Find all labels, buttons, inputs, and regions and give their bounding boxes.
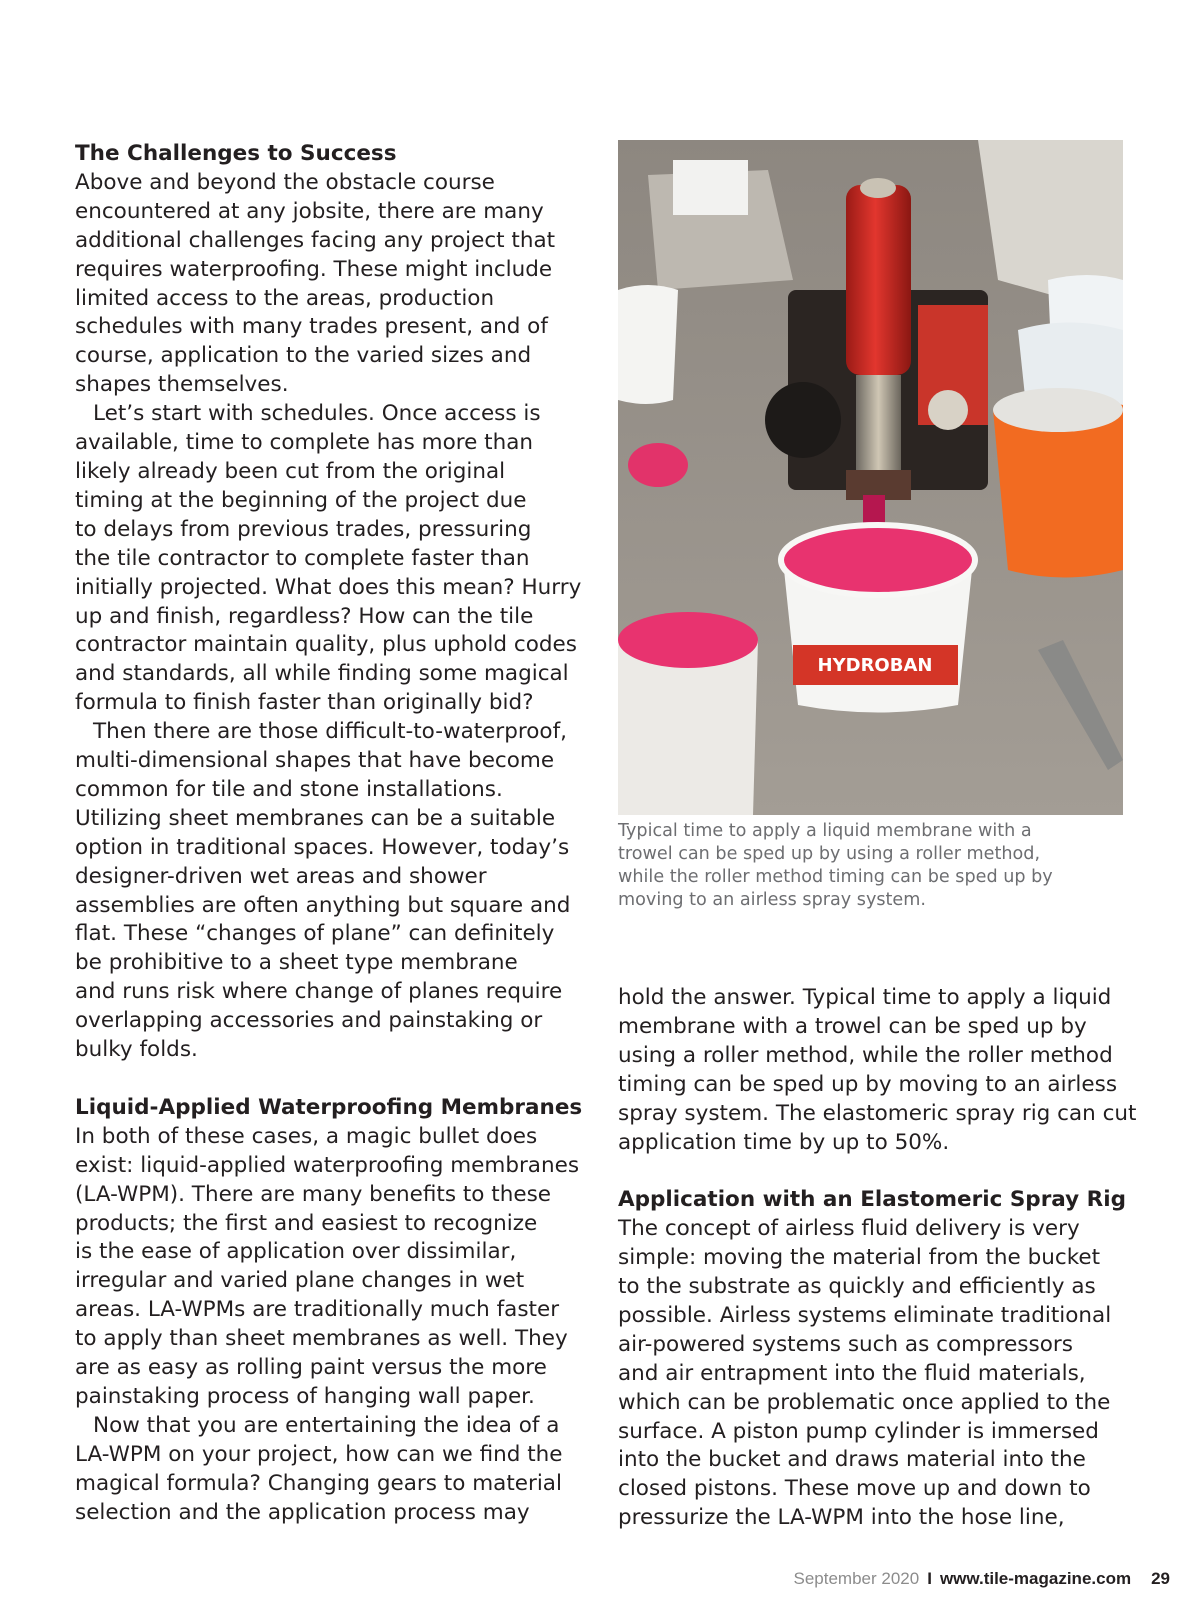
- text-line: Then there are those difficult-to-waterproof,: [93, 719, 567, 745]
- text-line: products; the first and easiest to recognize: [75, 1210, 538, 1236]
- text-line: to apply than sheet membranes as well. They: [75, 1326, 568, 1352]
- text-line: and runs risk where change of planes require: [75, 979, 563, 1005]
- text-line: irregular and varied plane changes in wet: [75, 1268, 525, 1294]
- text-line: painstaking process of hanging wall paper.: [75, 1383, 535, 1409]
- website-link[interactable]: www.tile-magazine.com: [939, 1569, 1132, 1588]
- text-line: schedules with many trades present, and of: [75, 314, 548, 340]
- text-line: the tile contractor to complete faster than: [75, 545, 530, 571]
- text-line: common for tile and stone installations.: [75, 776, 503, 802]
- text-line: overlapping accessories and painstaking or: [75, 1008, 543, 1034]
- paragraph: [75, 400, 582, 718]
- white-bucket: [618, 285, 678, 404]
- text-line: selection and the application process may: [75, 1499, 530, 1525]
- paragraph: [618, 984, 1137, 1157]
- cart-wheel: [765, 382, 841, 458]
- text-line: and standards, all while finding some magical: [75, 661, 569, 687]
- text-line: possible. Airless systems eliminate traditional: [618, 1302, 1112, 1328]
- paragraph: [75, 1412, 575, 1528]
- left-column: [75, 140, 583, 1527]
- text-line: to the substrate as quickly and efficiently as: [618, 1274, 1096, 1300]
- text-line: Above and beyond the obstacle course: [75, 169, 495, 195]
- paragraph: [75, 169, 575, 400]
- text-line: formula to finish faster than originally bid?: [75, 690, 534, 716]
- text-line: which can be problematic once applied to the: [618, 1389, 1111, 1415]
- text-line: (LA-WPM). There are many benefits to these: [75, 1181, 552, 1207]
- text-line: bulky folds.: [75, 1037, 198, 1063]
- text-line: multi-dimensional shapes that have become: [75, 748, 555, 774]
- text-line: Now that you are entertaining the idea of a: [93, 1412, 560, 1438]
- text-line: membrane with a trowel can be sped up by: [618, 1013, 1087, 1039]
- text-line: contractor maintain quality, plus uphold codes: [75, 632, 577, 658]
- text-line: air-powered systems such as compressors: [618, 1331, 1073, 1357]
- text-line: pressurize the LA-WPM into the hose line,: [618, 1505, 1065, 1531]
- issue-date: September 2020: [793, 1569, 920, 1588]
- bucket-label-text: HYDROBAN: [817, 655, 933, 676]
- paragraph: [618, 1215, 1123, 1533]
- text-line: hold the answer. Typical time to apply a liquid: [618, 985, 1112, 1010]
- text-line: exist: liquid-applied waterproofing membranes: [75, 1152, 580, 1178]
- text-line: using a roller method, while the roller method: [618, 1042, 1113, 1068]
- papers: [673, 160, 748, 215]
- text-line: available, time to complete has more than: [75, 430, 534, 456]
- text-line: to delays from previous trades, pressuring: [75, 516, 532, 542]
- spray-rig-photo: [618, 140, 1123, 815]
- footer-separator: I: [927, 1569, 932, 1588]
- right-column: [618, 984, 1137, 1533]
- text-line: up and finish, regardless? How can the tile: [75, 603, 534, 629]
- text-line: In both of these cases, a magic bullet does: [75, 1123, 538, 1149]
- caption-line: moving to an airless spray system.: [618, 890, 926, 910]
- text-line: into the bucket and draws material into the: [618, 1447, 1086, 1473]
- text-line: closed pistons. These move up and down to: [618, 1476, 1091, 1502]
- text-line: likely already been cut from the original: [75, 458, 506, 484]
- text-line: LA-WPM on your project, how can we find the: [75, 1441, 563, 1467]
- section-heading-liquid-applied: Liquid-Applied Waterproofing Membranes: [75, 1094, 583, 1120]
- text-line: surface. A piston pump cylinder is immersed: [618, 1418, 1099, 1444]
- photo-caption: [618, 820, 1138, 912]
- text-line: be prohibitive to a sheet type membrane: [75, 950, 518, 976]
- text-line: encountered at any jobsite, there are many: [75, 198, 544, 224]
- section-heading-challenges: The Challenges to Success: [75, 141, 397, 166]
- text-line: application time by up to 50%.: [618, 1129, 950, 1155]
- caption-line: trowel can be sped up by using a roller method,: [618, 844, 1041, 864]
- text-line: The concept of airless fluid delivery is very: [618, 1216, 1080, 1242]
- text-line: are as easy as rolling paint versus the more: [75, 1355, 547, 1381]
- text-line: designer-driven wet areas and shower: [75, 863, 487, 889]
- page-number: 29: [1151, 1569, 1170, 1588]
- page-footer: [740, 1569, 1170, 1589]
- text-line: Let’s start with schedules. Once access is: [93, 401, 541, 427]
- text-line: option in traditional spaces. However, today’s: [75, 834, 570, 860]
- pressure-gauge: [928, 390, 968, 430]
- text-line: magical formula? Changing gears to material: [75, 1470, 562, 1496]
- pink-lid: [628, 443, 688, 487]
- text-line: and air entrapment into the fluid materials,: [618, 1360, 1086, 1386]
- text-line: additional challenges facing any project that: [75, 227, 556, 253]
- text-line: areas. LA-WPMs are traditionally much faster: [75, 1297, 560, 1323]
- text-line: limited access to the areas, production: [75, 285, 495, 311]
- paragraph: [75, 718, 575, 1065]
- pump-cylinder: [846, 185, 911, 375]
- text-line: assemblies are often anything but square and: [75, 892, 571, 918]
- text-line: simple: moving the material from the bucket: [618, 1245, 1101, 1271]
- text-line: timing can be sped up by moving to an airless: [618, 1071, 1118, 1097]
- paragraph: [75, 1123, 580, 1412]
- text-line: flat. These “changes of plane” can definitely: [75, 921, 555, 947]
- text-line: initially projected. What does this mean? Hurry: [75, 574, 582, 600]
- section-heading-spray-rig: Application with an Elastomeric Spray Rig: [618, 1187, 1126, 1213]
- text-line: spray system. The elastomeric spray rig can cut: [618, 1100, 1137, 1126]
- text-line: timing at the beginning of the project due: [75, 487, 527, 513]
- text-line: requires waterproofing. These might include: [75, 256, 553, 282]
- text-line: Utilizing sheet membranes can be a suitable: [75, 805, 556, 831]
- text-line: is the ease of application over dissimilar,: [75, 1239, 517, 1265]
- text-line: course, application to the varied sizes and: [75, 343, 532, 369]
- caption-line: Typical time to apply a liquid membrane with a: [618, 821, 1032, 841]
- caption-line: while the roller method timing can be sped up by: [618, 867, 1053, 887]
- text-line: shapes themselves.: [75, 372, 289, 398]
